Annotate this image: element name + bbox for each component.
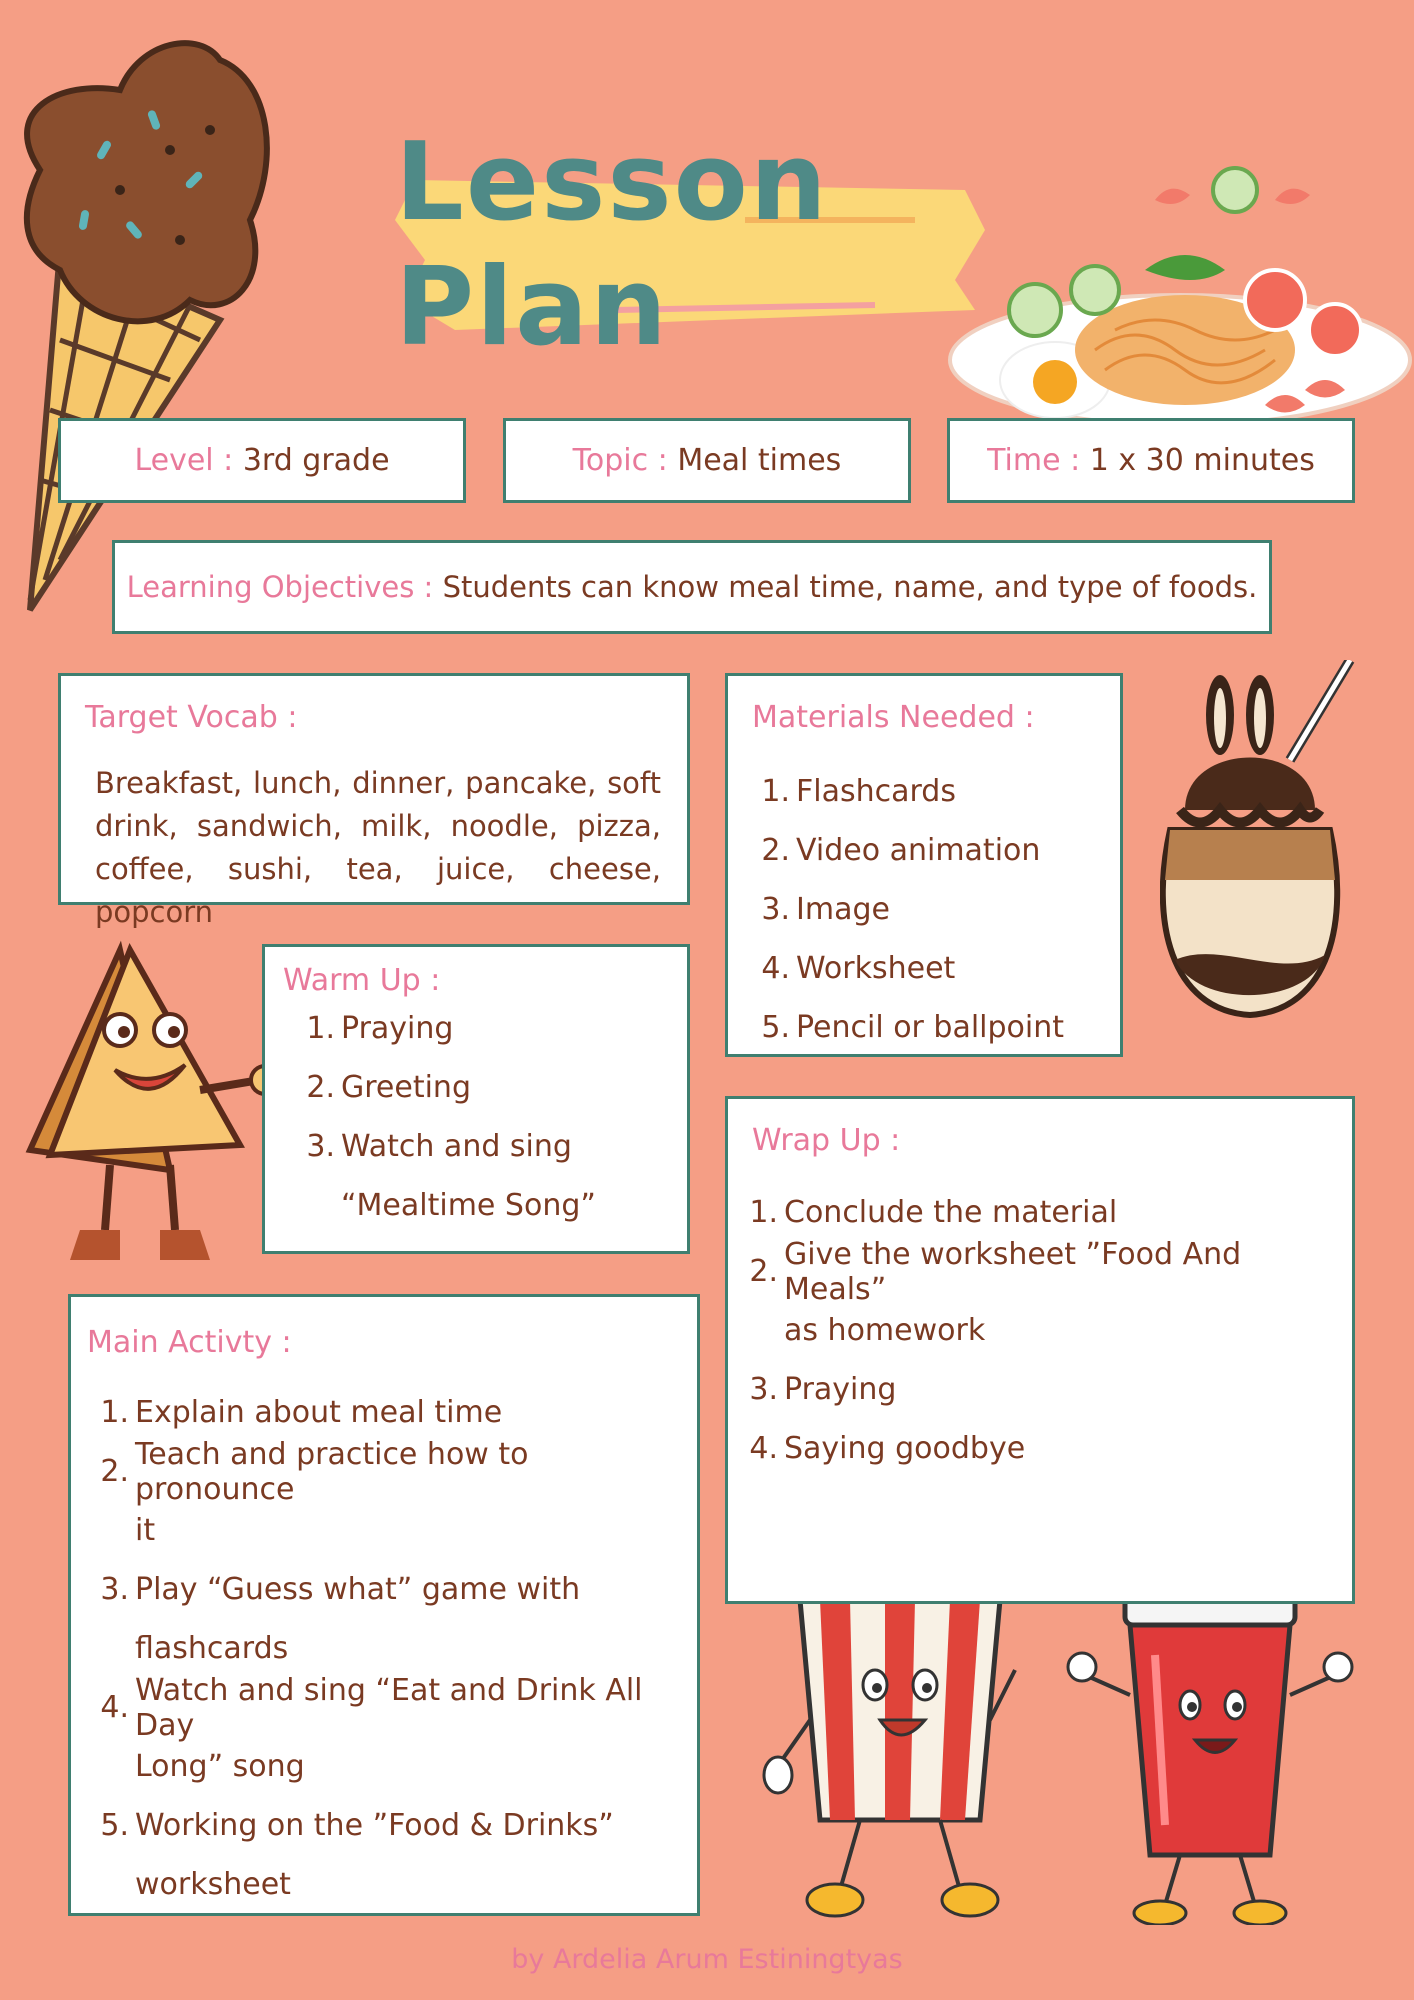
list-item: 5. Working on the ”Food & Drinks”: [100, 1808, 614, 1843]
list-item: 3. Praying: [749, 1372, 897, 1407]
warm-up-title: Warm Up :: [283, 963, 441, 998]
list-item: 1. Explain about meal time: [100, 1395, 503, 1430]
list-item: 1. Flashcards: [761, 774, 956, 809]
time-box: [947, 418, 1355, 503]
materials-list: [760, 762, 1064, 1057]
learning-objectives-text: Students can know meal time, name, and type of foods.: [442, 570, 1258, 604]
topic-value: Meal times: [677, 443, 842, 478]
sandwich-character-illustration: [20, 940, 290, 1270]
list-item-continuation: flashcards: [135, 1631, 289, 1666]
list-item-continuation: it: [135, 1513, 156, 1548]
list-item: 3. Play “Guess what” game with: [100, 1572, 581, 1607]
level-box: [58, 418, 466, 503]
list-item: 2. Video animation: [761, 833, 1041, 868]
level-value: 3rd grade: [242, 443, 390, 478]
learning-objectives-box: [112, 540, 1272, 634]
list-item: 1. Conclude the material: [749, 1195, 1118, 1230]
level-label: Level :: [134, 443, 234, 478]
main-activity-list: [99, 1383, 697, 1914]
list-item: 3. Watch and sing: [306, 1129, 572, 1164]
list-item-continuation: “Mealtime Song”: [341, 1188, 596, 1223]
time-value: 1 x 30 minutes: [1089, 443, 1315, 478]
topic-box: [503, 418, 911, 503]
page-title: Lesson Plan: [395, 120, 829, 370]
list-item-continuation: worksheet: [135, 1867, 291, 1902]
author-credit: by Ardelia Arum Estiningtyas: [511, 1944, 903, 1975]
warm-up-box: [262, 944, 690, 1254]
list-item: 4. Saying goodbye: [749, 1431, 1026, 1466]
materials-needed-box: [725, 673, 1123, 1057]
target-vocab-text: Breakfast, lunch, dinner, pancake, soft drink, sandwich, milk, noodle, pizza, coffee, sushi, tea, juice, cheese, popcorn: [95, 766, 661, 929]
wrap-up-box: [725, 1096, 1355, 1604]
list-item: 5. Pencil or ballpoint: [761, 1010, 1065, 1045]
list-item: 2. Teach and practice how to pronounce: [100, 1436, 529, 1507]
wrap-up-list: [748, 1183, 1352, 1478]
list-item: 2. Greeting: [306, 1070, 471, 1105]
materials-needed-title: Materials Needed :: [752, 700, 1035, 735]
list-item: 3. Image: [761, 892, 890, 927]
target-vocab-title: Target Vocab :: [85, 700, 298, 735]
time-label: Time :: [987, 443, 1081, 478]
iced-coffee-illustration: [1160, 660, 1360, 1030]
list-item: 4. Watch and sing “Eat and Drink All Day: [100, 1672, 643, 1743]
list-item: 1. Praying: [306, 1011, 454, 1046]
list-item-continuation: Long” song: [135, 1749, 305, 1784]
target-vocab-box: [58, 673, 690, 929]
main-activity-box: [68, 1294, 700, 1916]
topic-label: Topic :: [572, 443, 668, 478]
ice-cream-cone-illustration: [0, 20, 300, 620]
warm-up-list: [305, 999, 596, 1235]
list-item-continuation: as homework: [784, 1313, 986, 1348]
main-activity-title: Main Activty :: [87, 1325, 292, 1360]
learning-objectives-label: Learning Objectives :: [126, 570, 434, 604]
list-item: 4. Worksheet: [761, 951, 956, 986]
list-item: 2. Give the worksheet ”Food And Meals”: [749, 1236, 1242, 1307]
wrap-up-title: Wrap Up :: [752, 1123, 901, 1158]
